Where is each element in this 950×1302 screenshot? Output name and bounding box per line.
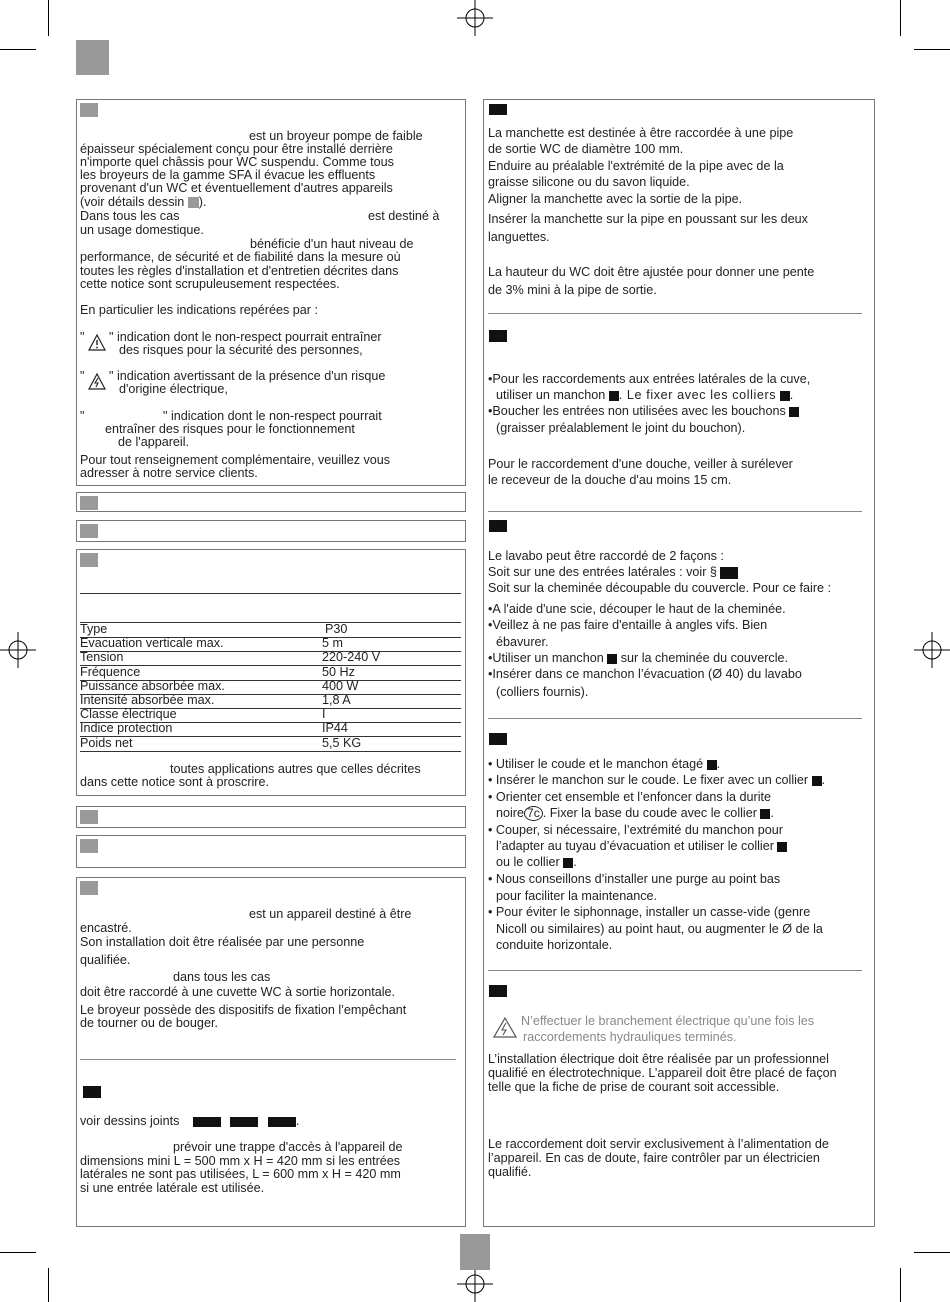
part-ref-box: [563, 858, 573, 868]
warning-text: " indication dont le non-respect pourrait: [163, 409, 382, 423]
lavabo-line: Soit sur une des entrées latérales : voir §: [488, 566, 738, 579]
install-line: est un appareil destiné à être: [249, 907, 412, 921]
lavabo-line: Le lavabo peut être raccordé de 2 façons :: [488, 549, 724, 563]
crop-mark: [900, 1268, 901, 1302]
crop-mark: [914, 49, 950, 50]
intro-line: cette notice sont scrupuleusement respectées.: [80, 277, 340, 291]
section-number-black: [83, 1086, 101, 1098]
section-number: [80, 881, 98, 895]
intro-line: est un broyeur pompe de faible: [249, 129, 423, 143]
section-number: [80, 103, 98, 117]
coude-line: • Nous conseillons d’installer une purge au point bas: [488, 872, 781, 886]
intro-line: est destiné à: [368, 209, 440, 223]
lavabo-line: •Veillez à ne pas faire d'entaille à angles vifs. Bien: [488, 618, 768, 632]
spec-value: 400 W: [322, 678, 359, 693]
crop-mark: [0, 1252, 36, 1253]
spec-value: 220-240 V: [322, 650, 381, 665]
manchette-line: Enduire au préalable l'extrémité de la pipe avec de la: [488, 159, 784, 173]
spec-value: IP44: [322, 721, 348, 736]
registration-mark-icon: [914, 630, 950, 670]
drawing-ref-box: [193, 1117, 221, 1127]
crop-mark: [48, 0, 49, 36]
spec-value: 50 Hz: [322, 664, 355, 679]
section-number: [80, 496, 98, 510]
section-number-black: [489, 985, 507, 997]
part-callout: 7c: [524, 806, 543, 821]
intro-line: performance, de sécurité et de fiabilité dans la mesure où: [80, 250, 401, 264]
install-line: dans tous les cas: [173, 970, 271, 984]
part-ref-box: [780, 391, 790, 401]
section-number-black: [489, 733, 507, 745]
spec-value: I: [322, 707, 326, 722]
table-row-rule: [80, 751, 461, 752]
part-ref-box: [777, 842, 787, 852]
section-ref-box: [720, 567, 738, 579]
lateral-line: •Pour les raccordements aux entrées latérales de la cuve,: [488, 372, 811, 386]
elec-line: qualifié.: [488, 1165, 532, 1179]
trap-line: prévoir une trappe d'accès à l'appareil de: [173, 1140, 403, 1154]
crop-mark: [914, 1252, 950, 1253]
manchette-line: La manchette est destinée à être raccordée à une pipe: [488, 126, 794, 140]
intro-line: un usage domestique.: [80, 223, 204, 237]
drawings-ref: voir dessins joints .: [80, 1114, 300, 1128]
part-ref-box: [609, 391, 619, 401]
spec-label: Poids net: [80, 735, 133, 750]
registration-mark-icon: [0, 630, 36, 670]
trap-line: si une entrée latérale est utilisée.: [80, 1181, 265, 1195]
coude-line: conduite horizontale.: [496, 938, 613, 952]
table-row-rule: [80, 651, 461, 652]
electric-warning-text: raccordements hydrauliques terminés.: [523, 1030, 737, 1044]
lavabo-line: Soit sur la cheminée découpable du couvercle. Pour ce faire :: [488, 581, 832, 595]
section-number-black: [489, 330, 507, 342]
lateral-line: •Boucher les entrées non utilisées avec les bouchons: [488, 405, 799, 418]
intro-line: n'importe quel châssis pour WC suspendu. Comme tous: [80, 155, 394, 169]
section-panel-collapsed: [76, 835, 466, 868]
elec-line: Le raccordement doit servir exclusivement à l’alimentation de: [488, 1137, 829, 1151]
lavabo-line: (colliers fournis).: [496, 685, 589, 699]
spec-label: Puissance absorbée max.: [80, 678, 225, 693]
divider: [488, 970, 862, 971]
warning-text: entraîner des risques pour le fonctionnement: [105, 422, 355, 436]
spec-value: P30: [325, 622, 348, 636]
page-header-square: [76, 40, 109, 75]
section-panel-collapsed: [76, 520, 466, 542]
divider: [488, 511, 862, 512]
manchette-line: de 3% mini à la pipe de sortie.: [488, 283, 657, 297]
drawing-ref-square: [188, 197, 199, 208]
lavabo-line: •Insérer dans ce manchon l’évacuation (Ø 40) du lavabo: [488, 667, 802, 681]
coude-line: Nicoll ou similaires) au point haut, ou augmenter le Ø de la: [496, 922, 823, 936]
warning-quote: ": [80, 369, 85, 383]
elec-line: L’installation électrique doit être réalisée par un professionnel: [488, 1052, 829, 1066]
spec-label: Evacuation verticale max.: [80, 636, 224, 651]
lavabo-line: •A l'aide d'une scie, découper le haut de la cheminée.: [488, 602, 786, 616]
warning-quote: ": [80, 330, 85, 344]
section-number: [80, 553, 98, 567]
lavabo-line: ébavurer.: [496, 635, 549, 649]
intro-line: Dans tous les cas: [80, 209, 180, 223]
part-ref-box: [607, 654, 617, 664]
intro-line: les broyeurs de la gamme SFA il évacue les effluents: [80, 168, 376, 182]
coude-line: • Utiliser le coude et le manchon étagé .: [488, 757, 721, 771]
table-row-rule: [80, 736, 461, 737]
drawing-ref-box: [230, 1117, 258, 1127]
install-line: doit être raccordé à une cuvette WC à sortie horizontale.: [80, 985, 396, 999]
warning-text: de l'appareil.: [118, 435, 190, 449]
spec-label: Intensité absorbée max.: [80, 693, 215, 707]
crop-mark: [900, 0, 901, 36]
coude-line: ou le collier .: [496, 855, 577, 869]
spec-label: Indice protection: [80, 721, 173, 736]
divider: [488, 313, 862, 314]
lateral-line: le receveur de la douche d'au moins 15 cm.: [488, 473, 732, 487]
intro-line: bénéficie d'un haut niveau de: [250, 237, 414, 251]
install-line: encastré.: [80, 921, 132, 935]
spec-label: Classe électrique: [80, 707, 177, 722]
manchette-line: graisse silicone ou du savon liquide.: [488, 175, 690, 189]
coude-line: noire 7c . Fixer la base du coude avec le collier .: [496, 806, 774, 820]
intro-line: En particulier les indications repérées par :: [80, 303, 319, 317]
crop-mark: [48, 1268, 49, 1302]
warning-text: d'origine électrique,: [119, 382, 228, 396]
warning-quote: ": [80, 409, 85, 423]
lateral-line: utiliser un manchon . Le fixer avec les colliers .: [496, 388, 794, 402]
registration-mark-icon: [455, 1266, 495, 1302]
manchette-line: Aligner la manchette avec la sortie de la pipe.: [488, 192, 743, 206]
trap-line: latérales ne sont pas utilisées, L = 600 mm x H = 420 mm: [80, 1167, 401, 1181]
install-line: qualifiée.: [80, 953, 131, 967]
part-ref-box: [812, 776, 822, 786]
warning-text: " indication dont le non-respect pourrait entraîner: [109, 330, 382, 344]
install-line: Le broyeur possède des dispositifs de fixation l’empêchant: [80, 1003, 407, 1017]
divider: [488, 718, 862, 719]
divider: [80, 1059, 456, 1060]
electric-warning-icon: [493, 1017, 517, 1038]
coude-line: pour faciliter la maintenance.: [496, 889, 658, 903]
section-number: [80, 524, 98, 538]
manchette-line: de sortie WC de diamètre 100 mm.: [488, 142, 684, 156]
section-number-black: [489, 104, 507, 115]
electric-warning-icon: [88, 373, 106, 390]
spec-value: 5 m: [322, 636, 343, 651]
lavabo-line: •Utiliser un manchon sur la cheminée du couvercle.: [488, 651, 789, 665]
spec-label: Fréquence: [80, 664, 141, 679]
part-ref-box: [760, 809, 770, 819]
spec-label: Type: [80, 622, 108, 636]
table-top-rule: [80, 593, 461, 594]
electric-warning-text: N’effectuer le branchement électrique qu’une fois les: [521, 1014, 815, 1028]
spec-note: toutes applications autres que celles décrites: [170, 762, 421, 776]
warning-triangle-icon: [88, 334, 106, 351]
section-panel-collapsed: [76, 806, 466, 828]
spec-value: 5,5 KG: [322, 735, 362, 750]
coude-line: • Pour éviter le siphonnage, installer un casse-vide (genre: [488, 905, 811, 919]
section-number: [80, 839, 98, 853]
manchette-line: Insérer la manchette sur la pipe en poussant sur les deux: [488, 212, 808, 226]
page-number-box: [460, 1234, 490, 1270]
elec-line: qualifié en électrotechnique. L’appareil doit être placé de façon: [488, 1066, 837, 1080]
coude-line: l’adapter au tuyau d’évacuation et utiliser le collier: [496, 840, 787, 853]
intro-line: provenant d'un WC et éventuellement d'autres appareils: [80, 181, 393, 195]
intro-line: (voir détails dessin ).: [80, 195, 207, 209]
crop-mark: [0, 49, 36, 50]
spec-value: 1,8 A: [322, 693, 351, 707]
part-ref-box: [707, 760, 717, 770]
section-panel-collapsed: [76, 492, 466, 512]
elec-line: telle que la fiche de prise de courant soit accessible.: [488, 1080, 780, 1094]
spec-note: dans cette notice sont à proscrire.: [80, 775, 270, 789]
trap-line: dimensions mini L = 500 mm x H = 420 mm si les entrées: [80, 1154, 401, 1168]
warning-text: des risques pour la sécurité des personnes,: [119, 343, 363, 357]
contact-line: Pour tout renseignement complémentaire, veuillez vous: [80, 453, 391, 467]
intro-line: épaisseur spécialement conçu pour être installé derrière: [80, 142, 393, 156]
spec-label: Tension: [80, 650, 124, 665]
manchette-line: La hauteur du WC doit être ajustée pour donner une pente: [488, 265, 815, 279]
install-line: Son installation doit être réalisée par une personne: [80, 935, 365, 949]
coude-line: • Orienter cet ensemble et l’enfoncer dans la durite: [488, 790, 772, 804]
install-line: de tourner ou de bouger.: [80, 1016, 218, 1030]
coude-line: • Insérer le manchon sur le coude. Le fixer avec un collier .: [488, 773, 826, 787]
section-number: [80, 810, 98, 824]
elec-line: l’appareil. En cas de doute, faire contrôler par un électricien: [488, 1151, 820, 1165]
table-rule: [80, 622, 461, 623]
intro-line: toutes les règles d'installation et d'entretien décrites dans: [80, 264, 399, 278]
lateral-line: Pour le raccordement d'une douche, veiller à surélever: [488, 457, 793, 471]
drawing-ref-box: [268, 1117, 296, 1127]
warning-text: " indication avertissant de la présence d'un risque: [109, 369, 386, 383]
lateral-line: (graisser préalablement le joint du bouchon).: [496, 421, 746, 435]
coude-line: • Couper, si nécessaire, l’extrémité du manchon pour: [488, 823, 783, 837]
contact-line: adresser à notre service clients.: [80, 466, 258, 480]
registration-mark-icon: [455, 0, 495, 36]
section-number-black: [489, 520, 507, 532]
manchette-line: languettes.: [488, 230, 550, 244]
part-ref-box: [789, 407, 799, 417]
